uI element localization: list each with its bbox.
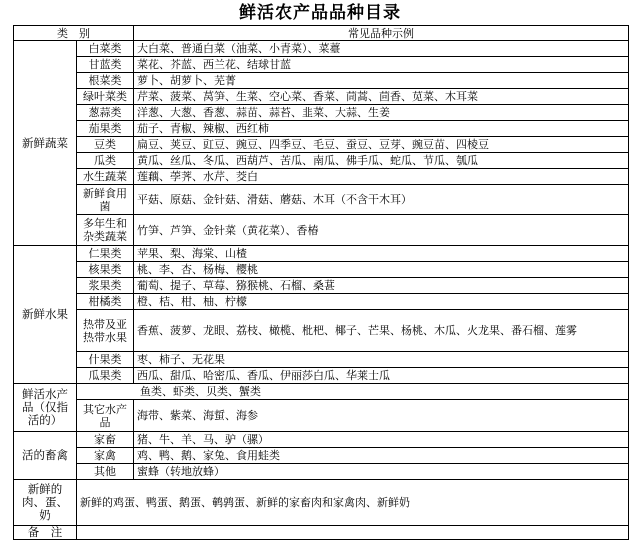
subcategory: 葱蒜类: [77, 105, 134, 121]
table-row: [14, 352, 629, 368]
table-row: [14, 432, 629, 448]
examples-cell: 萝卜、胡萝卜、芜菁: [134, 73, 629, 89]
examples-cell: 桃、李、杏、杨梅、樱桃: [134, 262, 629, 278]
subcategory: 茄果类: [77, 121, 134, 137]
examples-cell: 菜花、芥蓝、西兰花、结球甘蓝: [134, 57, 629, 73]
examples-cell: 枣、柿子、无花果: [134, 352, 629, 368]
header-examples: 常见品种示例: [134, 26, 629, 41]
subcategory: 浆果类: [77, 278, 134, 294]
examples-cell: 平菇、原菇、金针菇、滑菇、蘑菇、木耳（不含干木耳）: [134, 185, 629, 215]
subcategory: 其他: [77, 464, 134, 480]
examples-cell: 猪、牛、羊、马、驴（骡）: [134, 432, 629, 448]
category-vegetables: 新鲜蔬菜: [14, 41, 77, 246]
subcategory: 核果类: [77, 262, 134, 278]
subcategory: 瓜果类: [77, 368, 134, 384]
table-row: [14, 384, 629, 400]
category-meat-eggs-milk: 新鲜的肉、蛋、奶: [14, 480, 77, 526]
table-row: [14, 526, 629, 540]
subcategory: 豆类: [77, 137, 134, 153]
examples-cell: 苹果、梨、海棠、山楂: [134, 246, 629, 262]
examples-cell: 茄子、青椒、辣椒、西红柿: [134, 121, 629, 137]
subcategory: 新鲜食用菌: [77, 185, 134, 215]
subcategory: 多年生和杂类蔬菜: [77, 215, 134, 246]
subcategory: 其它水产品: [77, 400, 134, 432]
table-row: [14, 294, 629, 310]
examples-cell: 鱼类、虾类、贝类、蟹类: [77, 384, 629, 400]
table-row: [14, 41, 629, 57]
remark-cell: [77, 526, 629, 540]
examples-cell: 橙、桔、柑、柚、柠檬: [134, 294, 629, 310]
table-row: [14, 246, 629, 262]
subcategory: 根菜类: [77, 73, 134, 89]
table-row: [14, 169, 629, 185]
table-row: [14, 310, 629, 352]
remark-label: 备 注: [14, 526, 77, 540]
subcategory: 柑橘类: [77, 294, 134, 310]
subcategory: 热带及亚热带水果: [77, 310, 134, 352]
header-category: 类 别: [14, 26, 134, 41]
subcategory: 甘蓝类: [77, 57, 134, 73]
subcategory: 白菜类: [77, 41, 134, 57]
examples-cell: 海带、紫菜、海蜇、海参: [134, 400, 629, 432]
table-header-row: [14, 26, 629, 41]
page-title: 鲜活农产品品种目录: [239, 3, 401, 23]
subcategory: 绿叶菜类: [77, 89, 134, 105]
examples-cell: 扁豆、荚豆、豇豆、豌豆、四季豆、毛豆、蚕豆、豆芽、豌豆苗、四棱豆: [134, 137, 629, 153]
table-row: [14, 73, 629, 89]
examples-cell: 蜜蜂（转地放蜂）: [134, 464, 629, 480]
table-row: [14, 480, 629, 526]
examples-cell: 西瓜、甜瓜、哈密瓜、香瓜、伊丽莎白瓜、华莱士瓜: [134, 368, 629, 384]
category-fruits: 新鲜水果: [14, 246, 77, 384]
examples-cell: 大白菜、普通白菜（油菜、小青菜）、菜薹: [134, 41, 629, 57]
catalog-table: [13, 25, 629, 540]
table-row: [14, 105, 629, 121]
table-row: [14, 153, 629, 169]
examples-cell: 鸡、鸭、鹅、家兔、食用蛙类: [134, 448, 629, 464]
examples-cell: 洋葱、大葱、香葱、蒜苗、蒜苔、韭菜、大蒜、生姜: [134, 105, 629, 121]
table-row: [14, 57, 629, 73]
category-livestock: 活的畜禽: [14, 432, 77, 480]
examples-cell: 竹笋、芦笋、金针菜（黄花菜）、香椿: [134, 215, 629, 246]
category-aquatic: 鲜活水产品（仅指活的）: [14, 384, 77, 432]
subcategory: 仁果类: [77, 246, 134, 262]
table-row: [14, 368, 629, 384]
table-row: [14, 89, 629, 105]
table-row: [14, 137, 629, 153]
examples-cell: 莲藕、荸荠、水芹、茭白: [134, 169, 629, 185]
subcategory: 瓜类: [77, 153, 134, 169]
table-row: [14, 185, 629, 215]
examples-cell: 新鲜的鸡蛋、鸭蛋、鹅蛋、鹌鹑蛋、新鲜的家畜肉和家禽肉、新鲜奶: [77, 480, 629, 526]
examples-cell: 香蕉、菠萝、龙眼、荔枝、橄榄、枇杷、椰子、芒果、杨桃、木瓜、火龙果、番石榴、莲雾: [134, 310, 629, 352]
examples-cell: 葡萄、提子、草莓、猕猴桃、石榴、桑葚: [134, 278, 629, 294]
table-row: [14, 121, 629, 137]
table-row: [14, 448, 629, 464]
subcategory: 家禽: [77, 448, 134, 464]
table-row: [14, 400, 629, 432]
table-row: [14, 464, 629, 480]
subcategory: 什果类: [77, 352, 134, 368]
table-row: [14, 278, 629, 294]
examples-cell: 芹菜、菠菜、莴笋、生菜、空心菜、香菜、茼蒿、茴香、苋菜、木耳菜: [134, 89, 629, 105]
table-row: [14, 215, 629, 246]
subcategory: 家畜: [77, 432, 134, 448]
examples-cell: 黄瓜、丝瓜、冬瓜、西葫芦、苦瓜、南瓜、佛手瓜、蛇瓜、节瓜、瓠瓜: [134, 153, 629, 169]
table-row: [14, 262, 629, 278]
subcategory: 水生蔬菜: [77, 169, 134, 185]
